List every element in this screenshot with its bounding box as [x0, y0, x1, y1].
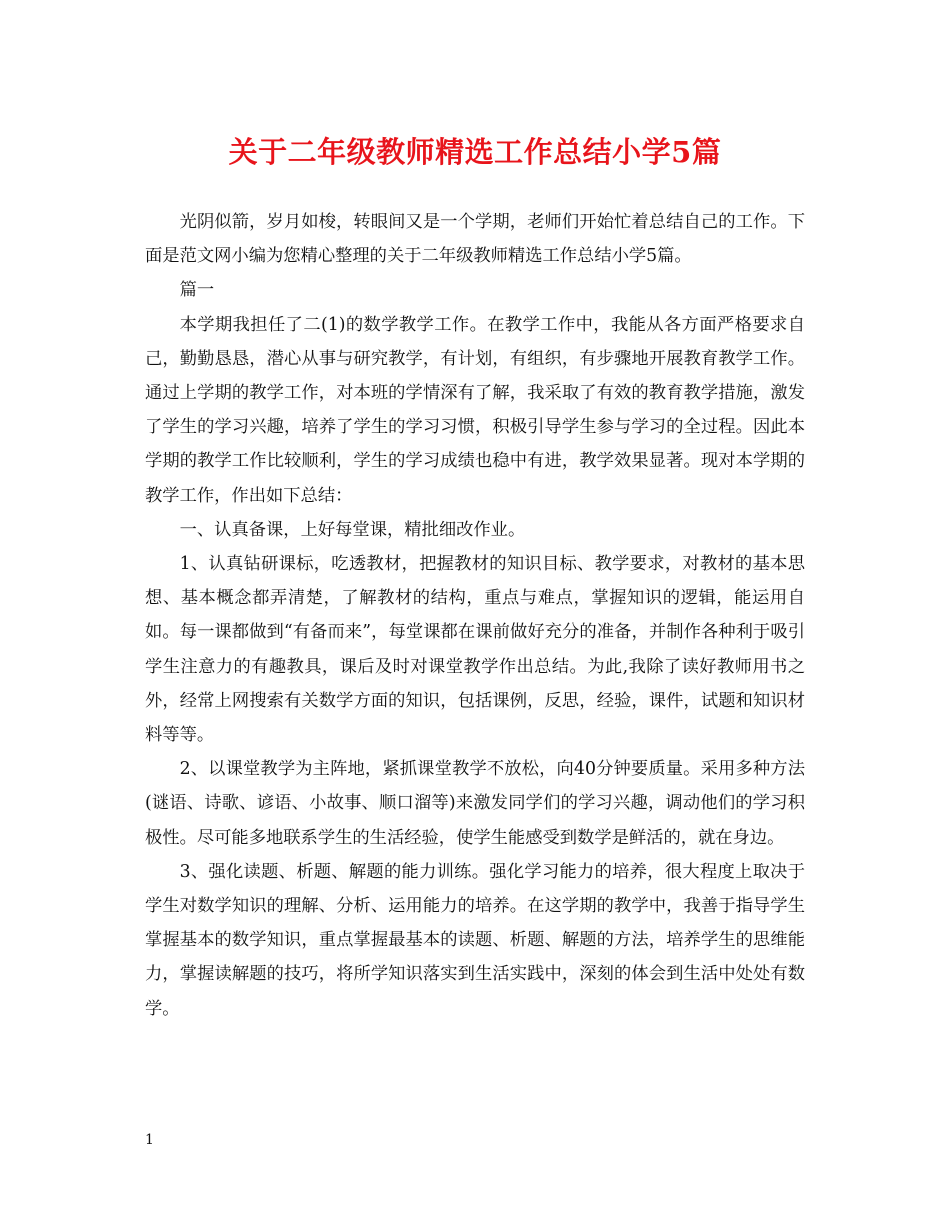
paragraph-intro: 光阴似箭，岁月如梭，转眼间又是一个学期，老师们开始忙着总结自己的工作。下面是范文网小编为您精心整理的关于二年级教师精选工作总结小学5篇。	[145, 212, 805, 267]
paragraph-item-2: 2、以课堂教学为主阵地，紧抓课堂教学不放松，向40分钟要质量。采用多种方法(谜语、诗歌、谚语、小故事、顺口溜等)来激发同学们的学习兴趣，调动他们的学习积极性。尽可能多地联系学生的生活经验，使学生能感受到数学是鲜活的，就在身边。	[145, 759, 805, 848]
document-title: 关于二年级教师精选工作总结小学5篇	[228, 135, 722, 169]
paragraph-point-heading: 一、认真备课，上好每堂课，精批细改作业。	[179, 519, 526, 540]
paragraph-section-heading: 篇一	[179, 280, 215, 301]
paragraph-item-3: 3、强化读题、析题、解题的能力训练。强化学习能力的培养，很大程度上取决于学生对数学知识的理解、分析、运用能力的培养。在这学期的教学中，我善于指导学生掌握基本的数学知识，重点掌握最基本的读题、析题、解题的方法，培养学生的思维能力，掌握读解题的技巧，将所学知识落实到生活实践中，深刻的体会到生活中处处有数学。	[145, 861, 805, 1019]
page-number: 1	[145, 1132, 154, 1148]
paragraph-item-1: 1、认真钻研课标，吃透教材，把握教材的知识目标、教学要求，对教材的基本思想、基本概念都弄清楚，了解教材的结构，重点与难点，掌握知识的逻辑，能运用自如。每一课都做到“有备而来”，每堂课都在课前做好充分的准备，并制作各种利于吸引学生注意力的有趣教具，课后及时对课堂教学作出总结。为此,我除了读好教师用书之外，经常上网搜索有关数学方面的知识，包括课例，反思，经验，课件，试题和知识材料等等。	[145, 554, 805, 746]
paragraph-overview: 本学期我担任了二(1)的数学教学工作。在教学工作中，我能从各方面严格要求自己，勤勤恳恳，潜心从事与研究教学，有计划，有组织，有步骤地开展教育教学工作。 通过上学期的教学工作，对本班的学情深有了解，我采取了有效的教育教学措施，激发了学生的学习兴趣，培养了学生的学习习惯，积极引导学生参与学习的全过程。因此本学期的教学工作比较顺利，学生的学习成绩也稳中有进，教学效果显著。现对本学期的教学工作，作出如下总结：	[145, 314, 805, 506]
document-body	[145, 205, 805, 1026]
